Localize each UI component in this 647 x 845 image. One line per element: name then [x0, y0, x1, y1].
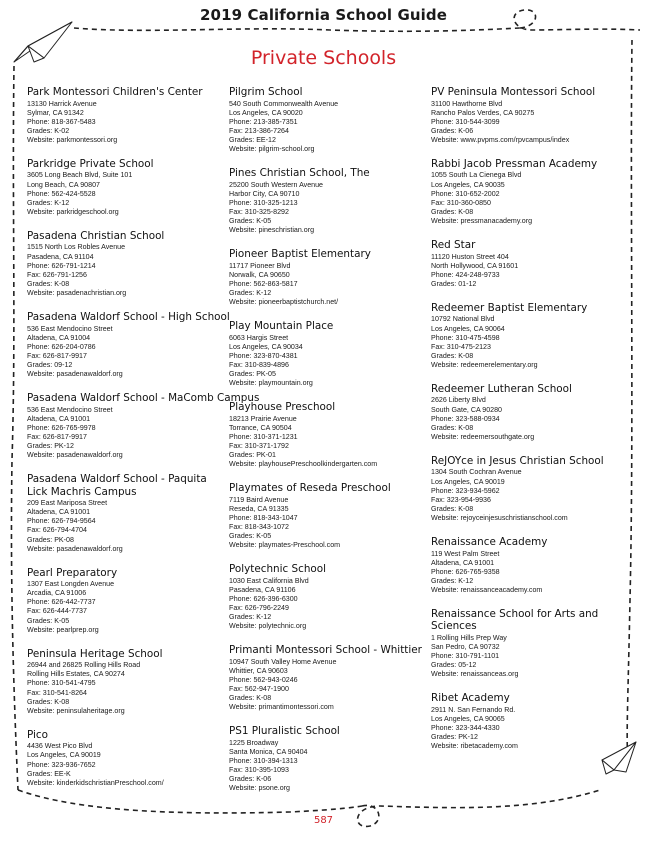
school-website: Website: ribetacademy.com	[431, 742, 518, 751]
school-address: Los Angeles, CA 90065	[431, 715, 505, 724]
school-name: Rabbi Jacob Pressman Academy	[431, 157, 598, 170]
school-phone: Phone: 424-248-9733	[431, 270, 500, 279]
school-entry	[229, 248, 429, 307]
school-address: Altadena, CA 91001	[431, 558, 495, 567]
school-phone: Phone: 626-442-7737	[27, 598, 96, 607]
school-phone: Phone: 310-325-1213	[229, 198, 298, 207]
school-grades: Grades: 01-12	[431, 279, 477, 288]
school-phone: Phone: 626-204-0786	[27, 342, 96, 351]
school-name: Park Montessori Children's Center	[27, 86, 203, 98]
school-address: 209 East Mariposa Street	[27, 499, 108, 508]
school-address: 1225 Broadway	[229, 738, 279, 747]
school-name: Pines Christian School, The	[229, 167, 370, 180]
school-name: Ribet Academy	[431, 692, 510, 705]
school-website: Website: pearlprep.org	[27, 625, 99, 634]
school-grades: Grades: PK-12	[431, 733, 478, 742]
school-grades: Grades: K-05	[27, 616, 70, 625]
school-entry	[431, 536, 631, 595]
school-address: 119 West Palm Street	[431, 549, 500, 558]
school-phone: Phone: 626-396-6300	[229, 594, 298, 603]
school-fax: Fax: 310-475-2123	[431, 342, 491, 351]
school-grades: Grades: K-08	[431, 504, 474, 513]
school-website: Website: redeemerelementary.org	[431, 360, 538, 369]
school-fax: Fax: 626-444-7737	[27, 607, 87, 616]
school-address: Long Beach, CA 90807	[27, 180, 100, 189]
school-phone: Phone: 310-544-3099	[431, 117, 500, 126]
flight-path-left	[11, 66, 18, 790]
school-website: Website: playmountain.org	[229, 379, 313, 388]
school-address: 1307 East Longden Avenue	[27, 580, 115, 589]
school-grades: Grades: K-05	[229, 532, 272, 541]
school-grades: Grades: K-08	[431, 423, 474, 432]
school-phone: Phone: 323-344-4330	[431, 724, 500, 733]
school-name: Parkridge Private School	[27, 157, 154, 170]
school-phone: Phone: 626-765-9358	[431, 567, 500, 576]
school-grades: Grades: PK-12	[27, 441, 74, 450]
school-fax: Fax: 562-947-1900	[229, 685, 289, 694]
school-grades: Grades: 05-12	[431, 661, 477, 670]
school-website: Website: pasadenawaldorf.org	[27, 369, 123, 378]
school-grades: Grades: PK-05	[229, 369, 276, 378]
school-grades: Grades: K-06	[431, 126, 474, 135]
school-address: Los Angeles, CA 90020	[229, 108, 303, 117]
school-grades: Grades: K-12	[27, 198, 70, 207]
school-website: Website: pineschristian.org	[229, 226, 315, 235]
school-address: 31100 Hawthorne Blvd	[431, 99, 503, 108]
school-address: Pasadena, CA 91106	[229, 585, 296, 594]
school-grades: Grades: EE-12	[229, 135, 276, 144]
school-entry	[229, 725, 429, 793]
school-website: Website: pasadenawaldorf.org	[27, 544, 123, 553]
school-website: Website: playhousePreschoolkindergarten.com	[229, 460, 378, 469]
school-website: Website: rejoyceinjesuschristianschool.com	[431, 513, 568, 522]
school-fax: Fax: 323-954-9936	[431, 495, 491, 504]
school-address: Rancho Palos Verdes, CA 90275	[431, 108, 535, 117]
school-entry	[431, 692, 631, 751]
school-address: 11120 Huston Street 404	[431, 252, 509, 261]
school-grades: Grades: K-02	[27, 126, 70, 135]
school-address: 1515 North Los Robles Avenue	[27, 243, 126, 252]
school-website: Website: parkmontessori.org	[27, 135, 118, 144]
school-address: Los Angeles, CA 90019	[27, 751, 101, 760]
school-website: Website: www.pvpms.com/rpvcampus/index	[431, 135, 570, 144]
school-entry	[229, 563, 429, 631]
school-address: Altadena, CA 91001	[27, 508, 91, 517]
school-address: South Gate, CA 90280	[431, 405, 502, 414]
school-entry	[431, 302, 631, 370]
school-name: Pioneer Baptist Elementary	[229, 248, 371, 261]
school-name: Pasadena Waldorf School - Paquita Lick Machris Campus	[27, 473, 207, 498]
school-address: 2626 Liberty Blvd	[431, 396, 486, 405]
school-fax: Fax: 626-817-9917	[27, 351, 87, 360]
school-address: Altadena, CA 91001	[27, 414, 91, 423]
school-entry	[27, 473, 227, 554]
school-address: 7119 Baird Avenue	[229, 495, 289, 504]
section-title: Private Schools	[250, 47, 397, 69]
school-address: Reseda, CA 91335	[229, 504, 289, 513]
school-address: 10947 South Valley Home Avenue	[229, 657, 337, 666]
school-address: Arcadia, CA 91006	[27, 589, 87, 598]
school-name: Polytechnic School	[229, 563, 327, 576]
school-entry	[431, 239, 631, 289]
school-entry	[229, 644, 429, 712]
school-phone: Phone: 818-367-5483	[27, 117, 96, 126]
school-phone: Phone: 626-765-9978	[27, 423, 96, 432]
school-name: Red Star	[431, 239, 476, 252]
school-website: Website: renaissanceacademy.com	[431, 585, 543, 594]
school-address: Santa Monica, CA 90404	[229, 748, 308, 756]
school-phone: Phone: 310-791-1101	[431, 652, 500, 661]
school-website: Website: renaissanceas.org	[431, 670, 519, 679]
school-address: 4436 West Pico Blvd	[27, 742, 93, 751]
school-fax: Fax: 310-541-8264	[27, 688, 87, 697]
school-website: Website: kinderkidschristianPreschool.com/	[27, 778, 164, 787]
school-entry	[27, 567, 227, 635]
school-phone: Phone: 562-424-5528	[27, 189, 96, 198]
school-fax: Fax: 310-839-4896	[229, 360, 289, 369]
school-phone: Phone: 310-652-2002	[431, 189, 500, 198]
school-phone: Phone: 626-794-9564	[27, 517, 96, 526]
school-name: Renaissance School for Arts and Sciences	[431, 607, 599, 633]
school-name: Primanti Montessori School - Whittier	[229, 644, 422, 657]
school-website: Website: pioneerbaptistchurch.net/	[229, 298, 339, 306]
school-address: 10792 National Blvd	[431, 315, 495, 324]
school-entry	[431, 455, 631, 523]
school-grades: Grades: K-08	[27, 697, 70, 706]
school-address: Los Angeles, CA 90019	[431, 477, 505, 486]
school-address: 26944 and 26825 Rolling Hills Road	[27, 661, 141, 670]
school-name: Play Mountain Place	[229, 320, 334, 333]
school-grades: Grades: K-05	[229, 216, 272, 225]
school-website: Website: peninsulaheritage.org	[27, 706, 125, 715]
school-fax: Fax: 626-794-4704	[27, 526, 87, 535]
school-fax: Fax: 626-817-9917	[27, 432, 87, 441]
school-website: Website: redeemersouthgate.org	[431, 432, 535, 441]
school-address: North Hollywood, CA 91601	[431, 261, 519, 270]
school-grades: Grades: K-08	[229, 694, 272, 703]
school-address: Los Angeles, CA 90034	[229, 342, 303, 351]
school-fax: Fax: 310-325-8292	[229, 207, 289, 216]
school-name: Pasadena Waldorf School - High School	[27, 311, 230, 323]
school-address: Altadena, CA 91004	[27, 333, 91, 342]
school-address: 536 East Mendocino Street	[27, 324, 113, 333]
page-title: 2019 California School Guide	[200, 6, 447, 24]
school-website: Website: psone.org	[229, 784, 290, 793]
school-entry	[27, 158, 227, 217]
school-entry	[431, 608, 631, 679]
school-phone: Phone: 310-475-4598	[431, 333, 500, 342]
school-entry	[431, 158, 631, 226]
school-address: Norwalk, CA 90650	[229, 270, 290, 279]
school-grades: Grades: 09-12	[27, 360, 73, 369]
school-address: Los Angeles, CA 90064	[431, 324, 505, 333]
school-address: Rolling Hills Estates, CA 90274	[27, 670, 125, 679]
school-phone: Phone: 310-371-1231	[229, 432, 298, 441]
school-phone: Phone: 562-943-0246	[229, 676, 298, 685]
school-phone: Phone: 310-541-4795	[27, 679, 96, 688]
school-name: Redeemer Lutheran School	[431, 382, 572, 395]
school-entry	[27, 230, 227, 298]
school-address: 540 South Commonwealth Avenue	[229, 99, 339, 108]
school-grades: Grades: EE-K	[27, 769, 71, 778]
school-website: Website: pasadenawaldorf.org	[27, 451, 123, 460]
school-name: Playmates of Reseda Preschool	[229, 482, 391, 495]
school-grades: Grades: K-06	[229, 775, 272, 784]
school-phone: Phone: 818-343-1047	[229, 513, 298, 522]
school-address: 6063 Hargis Street	[229, 333, 289, 342]
school-address: 11717 Pioneer Blvd	[229, 261, 291, 270]
school-entry	[229, 86, 429, 154]
school-name: Pasadena Christian School	[27, 229, 165, 242]
school-address: Sylmar, CA 91342	[27, 108, 84, 117]
page-number: 587	[313, 815, 334, 826]
school-column	[431, 86, 631, 764]
school-entry	[27, 648, 227, 716]
school-phone: Phone: 323-588-0934	[431, 414, 500, 423]
school-grades: Grades: K-12	[229, 288, 272, 297]
school-name: PV Peninsula Montessori School	[431, 86, 596, 98]
school-address: Pasadena, CA 91104	[27, 252, 94, 261]
school-name: Pearl Preparatory	[27, 566, 118, 579]
school-entry	[431, 86, 631, 145]
school-website: Website: pressmanacademy.org	[431, 216, 533, 225]
school-grades: Grades: K-08	[27, 279, 70, 288]
school-website: Website: pasadenachristian.org	[27, 288, 127, 297]
school-address: 1304 South Cochran Avenue	[431, 468, 522, 477]
school-entry	[27, 311, 230, 379]
school-name: Renaissance Academy	[431, 536, 548, 548]
school-entry	[229, 401, 429, 469]
school-fax: Fax: 310-371-1792	[229, 441, 289, 450]
school-phone: Phone: 213-385-7351	[229, 117, 298, 126]
school-grades: Grades: PK-08	[27, 535, 74, 544]
school-address: 18213 Prairie Avenue	[229, 414, 297, 423]
school-name: Pasadena Waldorf School - MaComb Campus	[27, 392, 260, 405]
school-address: 2911 N. San Fernando Rd.	[431, 705, 516, 714]
school-website: Website: playmates-Preschool.com	[229, 541, 341, 550]
school-fax: Fax: 213-386-7264	[229, 126, 289, 135]
school-fax: Fax: 626-791-1256	[27, 270, 87, 279]
school-fax: Fax: 626-796-2249	[229, 604, 289, 613]
school-entry	[229, 320, 429, 388]
school-grades: Grades: K-12	[229, 613, 272, 622]
school-phone: Phone: 323-936-7652	[27, 760, 96, 769]
school-name: Pico	[27, 728, 48, 741]
flight-path-top	[74, 28, 520, 31]
school-address: 1030 East California Blvd	[229, 576, 309, 585]
school-fax: Fax: 310-360-0850	[431, 198, 491, 207]
school-grades: Grades: K-12	[431, 576, 474, 585]
school-address: Torrance, CA 90504	[229, 423, 292, 432]
school-name: Pilgrim School	[229, 86, 303, 98]
school-grades: Grades: K-08	[431, 351, 474, 360]
school-address: Los Angeles, CA 90035	[431, 180, 505, 189]
school-phone: Phone: 323-870-4381	[229, 351, 298, 360]
school-name: Playhouse Preschool	[229, 401, 336, 414]
school-phone: Phone: 562-863-5817	[229, 279, 298, 288]
school-entry	[27, 86, 227, 145]
school-name: PS1 Pluralistic School	[229, 725, 340, 738]
school-entry	[229, 167, 429, 235]
school-website: Website: parkridgeschool.org	[27, 207, 119, 216]
school-website: Website: pilgrim-school.org	[229, 144, 315, 153]
school-column	[229, 86, 429, 806]
school-address: 1055 South La Cienega Blvd	[431, 171, 522, 180]
school-address: San Pedro, CA 90732	[431, 643, 500, 652]
school-address: 13130 Harrick Avenue	[27, 99, 97, 108]
school-name: Peninsula Heritage School	[27, 647, 163, 660]
school-phone: Phone: 323-934-5962	[431, 486, 500, 495]
school-address: Whittier, CA 90603	[229, 666, 288, 675]
school-address: Harbor City, CA 90710	[229, 189, 300, 198]
school-address: 25200 South Western Avenue	[229, 180, 323, 189]
school-entry	[229, 482, 429, 550]
school-grades: Grades: K-08	[431, 207, 474, 216]
school-fax: Fax: 310-395-1093	[229, 766, 289, 775]
school-website: Website: polytechnic.org	[229, 622, 307, 631]
school-grades: Grades: PK-01	[229, 451, 276, 460]
school-phone: Phone: 310-394-1313	[229, 757, 298, 766]
school-name: Redeemer Baptist Elementary	[431, 301, 588, 314]
school-entry	[431, 383, 631, 442]
school-fax: Fax: 818-343-1072	[229, 523, 289, 531]
school-phone: Phone: 626-791-1214	[27, 261, 96, 270]
school-address: 1 Rolling Hills Prep Way	[431, 633, 507, 642]
school-entry	[27, 729, 227, 788]
school-name: ReJOYce in Jesus Christian School	[431, 454, 604, 467]
school-address: 3605 Long Beach Blvd, Suite 101	[27, 171, 133, 180]
school-address: 536 East Mendocino Street	[27, 405, 113, 414]
school-website: Website: primantimontessori.com	[229, 703, 334, 712]
